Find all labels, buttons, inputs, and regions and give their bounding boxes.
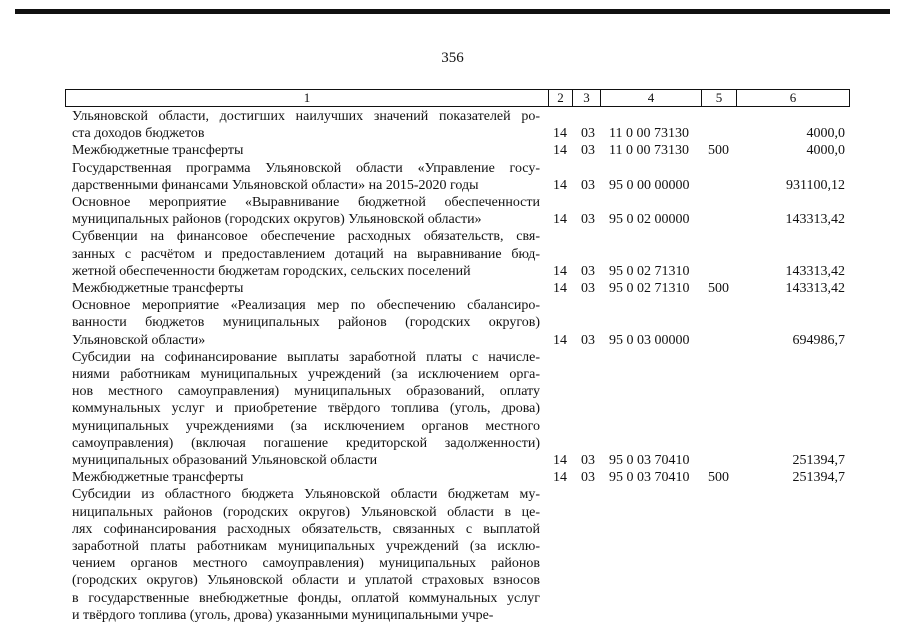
section-code: 14: [553, 453, 567, 469]
subsection-code: 03: [581, 332, 595, 348]
subsection-code: 03: [581, 177, 595, 193]
description-line: чением органов местного самоуправления) муниципальных районов: [72, 556, 540, 572]
description-line: нов местного самоуправления) муниципальных образований, оплату: [72, 384, 540, 400]
description-line: Основное мероприятие «Реализация мер по обеспечению сбалансиро-: [72, 298, 540, 314]
table-row: [0, 297, 905, 349]
table-row: [0, 160, 905, 194]
expense-type-code: 500: [708, 143, 729, 159]
description-line: занных с расчётом и предоставлением дотаций на выравнивание бюд-: [72, 246, 540, 262]
section-code: 14: [553, 177, 567, 193]
section-code: 14: [553, 212, 567, 228]
row-description: [72, 486, 540, 624]
row-description: [72, 469, 540, 486]
description-line: Ульяновской области, достигших наилучших значений показателей ро-: [72, 109, 540, 124]
description-line: дарственными финансами Ульяновской области» на 2015-2020 годы: [72, 177, 479, 193]
subsection-code: 03: [581, 126, 595, 142]
section-code: 14: [553, 470, 567, 486]
row-description: [72, 160, 540, 194]
description-line: (городских округов) Ульяновской области и уплатой страховых взносов: [72, 573, 540, 589]
target-article-code: 95 0 02 71310: [609, 281, 690, 297]
amount: 143313,42: [785, 281, 845, 297]
description-line: жетной обеспеченности бюджетам городских, сельских поселений: [72, 263, 471, 279]
row-description: [72, 142, 540, 159]
table-row: [0, 280, 905, 297]
budget-table-body: [0, 108, 905, 624]
expense-type-code: 500: [708, 470, 729, 486]
description-line: ванности бюджетов муниципальных районов (городских округов): [72, 315, 540, 331]
description-line: ниципальных районов (городских округов) Ульяновской области в це-: [72, 504, 540, 520]
section-code: 14: [553, 143, 567, 159]
subsection-code: 03: [581, 263, 595, 279]
row-description: [72, 194, 540, 228]
description-line: муниципальных районов (городских округов) Ульяновской области»: [72, 212, 482, 228]
header-col-3: 3: [572, 89, 601, 107]
description-line: Субвенции на финансовое обеспечение расходных обязательств, свя-: [72, 229, 540, 245]
target-article-code: 11 0 00 73130: [609, 143, 689, 159]
description-line: Межбюджетные трансферты: [72, 470, 244, 486]
target-article-code: 11 0 00 73130: [609, 126, 689, 142]
description-line: ста доходов бюджетов: [72, 126, 205, 142]
header-col-2: 2: [548, 89, 573, 107]
table-row: [0, 142, 905, 159]
target-article-code: 95 0 00 00000: [609, 177, 690, 193]
description-line: Субсидии на софинансирование выплаты заработной платы с начисле-: [72, 349, 540, 365]
subsection-code: 03: [581, 453, 595, 469]
amount: 251394,7: [792, 470, 845, 486]
target-article-code: 95 0 03 70410: [609, 453, 690, 469]
header-col-5: 5: [701, 89, 737, 107]
amount: 4000,0: [806, 126, 845, 142]
description-line: ниями работникам муниципальных учреждений (за исключением орга-: [72, 367, 540, 383]
amount: 143313,42: [785, 212, 845, 228]
subsection-code: 03: [581, 281, 595, 297]
target-article-code: 95 0 03 70410: [609, 470, 690, 486]
amount: 694986,7: [792, 332, 845, 348]
description-line: Государственная программа Ульяновской области «Управление госу-: [72, 160, 540, 176]
table-row: [0, 469, 905, 486]
target-article-code: 95 0 02 00000: [609, 212, 690, 228]
description-line: Основное мероприятие «Выравнивание бюджетной обеспеченности: [72, 195, 540, 211]
header-col-6: 6: [736, 89, 850, 107]
section-code: 14: [553, 263, 567, 279]
description-line: заработной платы работникам муниципальных учреждений (за исклю-: [72, 539, 540, 555]
row-description: [72, 349, 540, 469]
section-code: 14: [553, 126, 567, 142]
description-line: лях софинансирования расходных обязательств, связанных с выплатой: [72, 521, 540, 537]
description-line: муниципальных учреждениями (за исключением органов местного: [72, 418, 540, 434]
description-line: Межбюджетные трансферты: [72, 281, 244, 297]
subsection-code: 03: [581, 212, 595, 228]
subsection-code: 03: [581, 470, 595, 486]
amount: 143313,42: [785, 263, 845, 279]
description-line: коммунальных услуг и приобретение твёрдого топлива (уголь, дрова): [72, 401, 540, 417]
top-rule: [15, 9, 890, 14]
description-line: Субсидии из областного бюджета Ульяновской области бюджетам му-: [72, 487, 540, 503]
row-description: [72, 297, 540, 349]
amount: 251394,7: [792, 453, 845, 469]
row-description: [72, 228, 540, 280]
target-article-code: 95 0 02 71310: [609, 263, 690, 279]
table-row: [0, 228, 905, 280]
expense-type-code: 500: [708, 281, 729, 297]
target-article-code: 95 0 03 00000: [609, 332, 690, 348]
section-code: 14: [553, 281, 567, 297]
row-description: [72, 280, 540, 297]
row-description: [72, 108, 540, 142]
header-col-1: 1: [65, 89, 549, 107]
description-line: самоуправления) (включая погашение кредиторской задолженности): [72, 435, 540, 451]
subsection-code: 03: [581, 143, 595, 159]
page-number: 356: [441, 50, 464, 66]
header-col-4: 4: [600, 89, 702, 107]
description-line: Ульяновской области»: [72, 332, 206, 348]
amount: 4000,0: [806, 143, 845, 159]
table-row: [0, 194, 905, 228]
section-code: 14: [553, 332, 567, 348]
table-row: [0, 486, 905, 624]
description-line: и твёрдого топлива (уголь, дрова) указанными муниципальными учре-: [72, 607, 494, 623]
table-row: [0, 108, 905, 142]
description-line: в государственные внебюджетные фонды, оплатой коммунальных услуг: [72, 590, 540, 606]
description-line: муниципальных образований Ульяновской области: [72, 453, 378, 469]
description-line: Межбюджетные трансферты: [72, 143, 244, 159]
table-row: [0, 349, 905, 469]
amount: 931100,12: [786, 177, 845, 193]
